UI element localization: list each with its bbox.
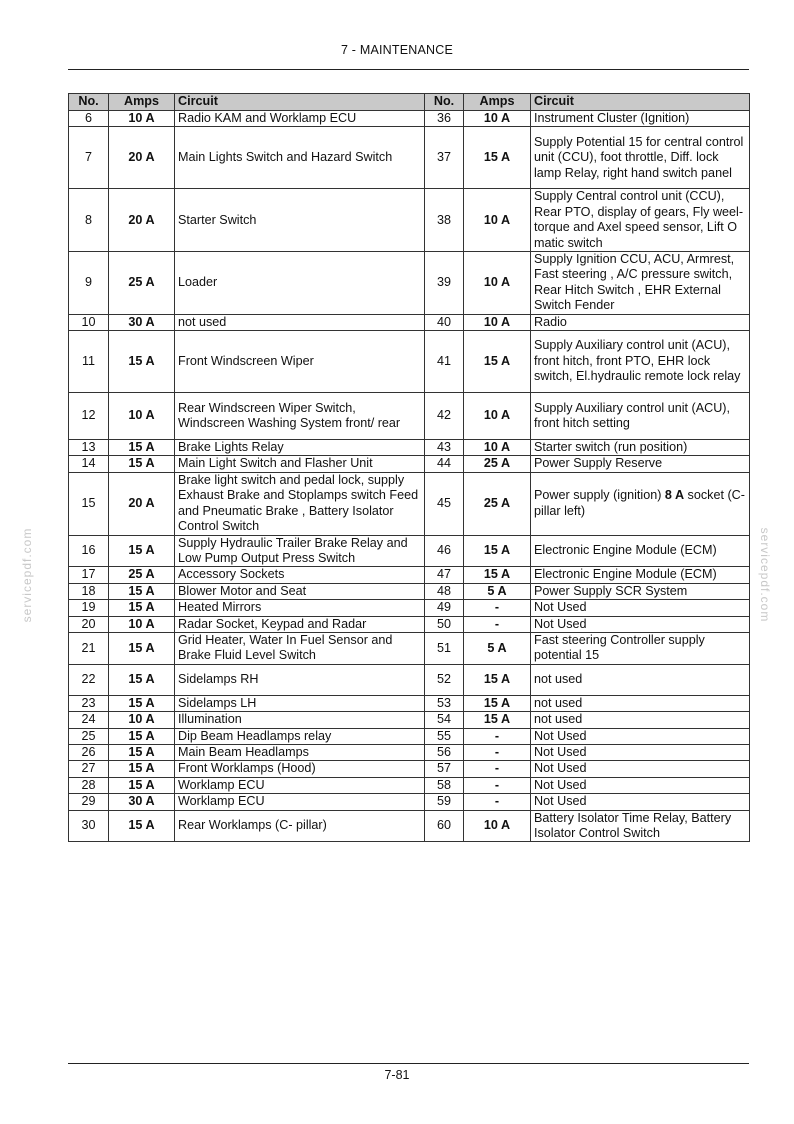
- table-row: [69, 664, 750, 695]
- fuse-amps-right: 15 A: [464, 535, 531, 567]
- fuse-number-right: 54: [425, 712, 464, 728]
- fuse-number-left: 19: [69, 600, 109, 616]
- fuse-number-left: 29: [69, 794, 109, 810]
- fuse-circuit-left: not used: [175, 314, 425, 330]
- fuse-circuit-right: not used: [531, 712, 750, 728]
- fuse-amps-left: 15 A: [109, 535, 175, 567]
- watermark-left: servicepdf.com: [20, 527, 34, 623]
- fuse-circuit-left: Starter Switch: [175, 189, 425, 252]
- fuse-number-left: 10: [69, 314, 109, 330]
- fuse-amps-right: 25 A: [464, 456, 531, 472]
- fuse-table: [68, 93, 750, 842]
- fuse-circuit-left: Brake Lights Relay: [175, 440, 425, 456]
- fuse-amps-left: 15 A: [109, 632, 175, 664]
- fuse-number-left: 25: [69, 728, 109, 744]
- fuse-number-right: 48: [425, 583, 464, 599]
- fuse-amps-right: 10 A: [464, 440, 531, 456]
- fuse-amps-left: 15 A: [109, 456, 175, 472]
- fuse-amps-left: 15 A: [109, 728, 175, 744]
- fuse-circuit-left: Grid Heater, Water In Fuel Sensor and Brake Fluid Level Switch: [175, 632, 425, 664]
- table-row: [69, 393, 750, 440]
- table-row: [69, 189, 750, 252]
- footer-divider: [68, 1063, 749, 1064]
- circuit-text-bold: 8 A: [664, 488, 685, 503]
- fuse-number-right: 37: [425, 127, 464, 189]
- fuse-circuit-left: Sidelamps LH: [175, 695, 425, 711]
- table-row: [69, 616, 750, 632]
- fuse-amps-left: 10 A: [109, 111, 175, 127]
- fuse-number-left: 16: [69, 535, 109, 567]
- fuse-circuit-right: Supply Central control unit (CCU), Rear PTO, display of gears, Fly weel-torque and Axel speed sensor, Lift O matic switch: [531, 189, 750, 252]
- fuse-amps-left: 15 A: [109, 744, 175, 760]
- fuse-circuit-right: Not Used: [531, 794, 750, 810]
- fuse-amps-left: 30 A: [109, 794, 175, 810]
- fuse-amps-left: 20 A: [109, 472, 175, 535]
- table-row: [69, 744, 750, 760]
- fuse-amps-right: 15 A: [464, 695, 531, 711]
- fuse-number-right: 44: [425, 456, 464, 472]
- fuse-circuit-right: Not Used: [531, 616, 750, 632]
- fuse-number-right: 40: [425, 314, 464, 330]
- fuse-amps-right: 10 A: [464, 314, 531, 330]
- table-row: [69, 777, 750, 793]
- fuse-amps-left: 15 A: [109, 331, 175, 393]
- fuse-amps-right: -: [464, 761, 531, 777]
- table-row: [69, 632, 750, 664]
- fuse-number-right: 41: [425, 331, 464, 393]
- fuse-number-right: 50: [425, 616, 464, 632]
- fuse-circuit-left: Radio KAM and Worklamp ECU: [175, 111, 425, 127]
- fuse-amps-left: 15 A: [109, 810, 175, 842]
- fuse-circuit-left: Heated Mirrors: [175, 600, 425, 616]
- fuse-amps-right: -: [464, 744, 531, 760]
- fuse-circuit-right: Supply Auxiliary control unit (ACU), front hitch, front PTO, EHR lock switch, El.hydraulic remote lock relay: [531, 331, 750, 393]
- fuse-circuit-right: Supply Auxiliary control unit (ACU), front hitch setting: [531, 393, 750, 440]
- fuse-number-right: 36: [425, 111, 464, 127]
- watermark-right: servicepdf.com: [758, 527, 772, 623]
- fuse-number-left: 26: [69, 744, 109, 760]
- fuse-number-right: 49: [425, 600, 464, 616]
- fuse-circuit-left: Blower Motor and Seat: [175, 583, 425, 599]
- header-circuit-right: Circuit: [531, 94, 750, 111]
- fuse-amps-right: -: [464, 600, 531, 616]
- fuse-number-left: 22: [69, 664, 109, 695]
- table-row: [69, 127, 750, 189]
- fuse-circuit-right: not used: [531, 695, 750, 711]
- fuse-amps-left: 10 A: [109, 616, 175, 632]
- fuse-amps-right: 10 A: [464, 189, 531, 252]
- fuse-number-left: 18: [69, 583, 109, 599]
- circuit-text: socket (C- pillar left): [534, 488, 745, 518]
- table-row: [69, 535, 750, 567]
- fuse-amps-left: 10 A: [109, 393, 175, 440]
- fuse-number-left: 21: [69, 632, 109, 664]
- fuse-number-left: 9: [69, 252, 109, 315]
- fuse-amps-right: 15 A: [464, 331, 531, 393]
- fuse-number-right: 52: [425, 664, 464, 695]
- fuse-amps-right: 15 A: [464, 664, 531, 695]
- fuse-number-left: 6: [69, 111, 109, 127]
- fuse-number-left: 14: [69, 456, 109, 472]
- fuse-number-left: 23: [69, 695, 109, 711]
- fuse-amps-right: -: [464, 794, 531, 810]
- fuse-circuit-left: Main Light Switch and Flasher Unit: [175, 456, 425, 472]
- fuse-amps-left: 20 A: [109, 189, 175, 252]
- fuse-circuit-right: Power Supply SCR System: [531, 583, 750, 599]
- fuse-number-left: 28: [69, 777, 109, 793]
- header-amps-right: Amps: [464, 94, 531, 111]
- fuse-circuit-left: Radar Socket, Keypad and Radar: [175, 616, 425, 632]
- table-row: [69, 695, 750, 711]
- fuse-circuit-right: not used: [531, 664, 750, 695]
- fuse-number-right: 59: [425, 794, 464, 810]
- fuse-circuit-right: Electronic Engine Module (ECM): [531, 535, 750, 567]
- fuse-circuit-left: Main Lights Switch and Hazard Switch: [175, 127, 425, 189]
- table-row: [69, 761, 750, 777]
- fuse-amps-left: 15 A: [109, 440, 175, 456]
- fuse-circuit-right: Starter switch (run position): [531, 440, 750, 456]
- fuse-number-right: 43: [425, 440, 464, 456]
- table-row: [69, 472, 750, 535]
- fuse-number-left: 11: [69, 331, 109, 393]
- fuse-number-left: 12: [69, 393, 109, 440]
- fuse-number-left: 13: [69, 440, 109, 456]
- fuse-number-right: 45: [425, 472, 464, 535]
- table-row: [69, 712, 750, 728]
- fuse-amps-left: 25 A: [109, 252, 175, 315]
- fuse-circuit-right: Not Used: [531, 600, 750, 616]
- fuse-circuit-left: Dip Beam Headlamps relay: [175, 728, 425, 744]
- fuse-circuit-right: Not Used: [531, 761, 750, 777]
- fuse-number-left: 17: [69, 567, 109, 583]
- fuse-amps-left: 15 A: [109, 664, 175, 695]
- fuse-amps-left: 30 A: [109, 314, 175, 330]
- table-row: [69, 440, 750, 456]
- table-row: [69, 456, 750, 472]
- fuse-number-right: 47: [425, 567, 464, 583]
- fuse-amps-right: 25 A: [464, 472, 531, 535]
- page-number: 7-81: [384, 1068, 410, 1082]
- fuse-amps-left: 20 A: [109, 127, 175, 189]
- circuit-text: Power supply (ignition): [534, 488, 665, 503]
- fuse-amps-left: 15 A: [109, 777, 175, 793]
- fuse-circuit-left: Worklamp ECU: [175, 777, 425, 793]
- fuse-number-right: 57: [425, 761, 464, 777]
- fuse-number-left: 15: [69, 472, 109, 535]
- table-row: [69, 600, 750, 616]
- fuse-amps-left: 25 A: [109, 567, 175, 583]
- fuse-number-left: 7: [69, 127, 109, 189]
- fuse-amps-right: 5 A: [464, 583, 531, 599]
- fuse-circuit-left: Illumination: [175, 712, 425, 728]
- fuse-amps-left: 15 A: [109, 761, 175, 777]
- header-no-right: No.: [425, 94, 464, 111]
- fuse-circuit-left: Front Windscreen Wiper: [175, 331, 425, 393]
- fuse-amps-right: 5 A: [464, 632, 531, 664]
- fuse-number-left: 27: [69, 761, 109, 777]
- fuse-circuit-right: Not Used: [531, 744, 750, 760]
- fuse-circuit-right: [531, 472, 750, 535]
- fuse-circuit-left: Main Beam Headlamps: [175, 744, 425, 760]
- header-no-left: No.: [69, 94, 109, 111]
- header-circuit-left: Circuit: [175, 94, 425, 111]
- fuse-circuit-right: Not Used: [531, 728, 750, 744]
- fuse-number-right: 58: [425, 777, 464, 793]
- fuse-number-left: 24: [69, 712, 109, 728]
- fuse-circuit-right: Battery Isolator Time Relay, Battery Isolator Control Switch: [531, 810, 750, 842]
- fuse-circuit-right: Radio: [531, 314, 750, 330]
- fuse-number-right: 46: [425, 535, 464, 567]
- fuse-circuit-left: Sidelamps RH: [175, 664, 425, 695]
- fuse-number-right: 53: [425, 695, 464, 711]
- table-row: [69, 728, 750, 744]
- table-row: [69, 567, 750, 583]
- table-row: [69, 252, 750, 315]
- table-row: [69, 583, 750, 599]
- fuse-amps-right: 10 A: [464, 810, 531, 842]
- fuse-amps-left: 15 A: [109, 695, 175, 711]
- fuse-circuit-right: Supply Potential 15 for central control unit (CCU), foot throttle, Diff. lock lamp Relay, right hand switch panel: [531, 127, 750, 189]
- fuse-circuit-left: Loader: [175, 252, 425, 315]
- fuse-amps-right: 10 A: [464, 111, 531, 127]
- page-header-title: 7 - MAINTENANCE: [340, 43, 454, 57]
- fuse-number-right: 42: [425, 393, 464, 440]
- fuse-circuit-left: Accessory Sockets: [175, 567, 425, 583]
- fuse-amps-right: 15 A: [464, 712, 531, 728]
- fuse-amps-left: 10 A: [109, 712, 175, 728]
- table-row: [69, 111, 750, 127]
- fuse-circuit-right: Electronic Engine Module (ECM): [531, 567, 750, 583]
- fuse-circuit-left: Brake light switch and pedal lock, supply Exhaust Brake and Stoplamps switch Feed and Pneumatic Brake , Battery Isolator Control Switch: [175, 472, 425, 535]
- fuse-table-body: [69, 111, 750, 842]
- fuse-circuit-right: Supply Ignition CCU, ACU, Armrest, Fast steering , A/C pressure switch, Rear Hitch Switch , EHR External Switch Fender: [531, 252, 750, 315]
- fuse-number-left: 20: [69, 616, 109, 632]
- fuse-circuit-right: Fast steering Controller supply potential 15: [531, 632, 750, 664]
- fuse-circuit-left: Worklamp ECU: [175, 794, 425, 810]
- fuse-number-right: 56: [425, 744, 464, 760]
- fuse-circuit-left: Rear Worklamps (C- pillar): [175, 810, 425, 842]
- fuse-circuit-left: Front Worklamps (Hood): [175, 761, 425, 777]
- fuse-amps-right: 10 A: [464, 252, 531, 315]
- fuse-amps-right: 15 A: [464, 127, 531, 189]
- fuse-amps-right: -: [464, 777, 531, 793]
- fuse-circuit-right: Not Used: [531, 777, 750, 793]
- fuse-amps-right: 15 A: [464, 567, 531, 583]
- fuse-number-left: 30: [69, 810, 109, 842]
- table-row: [69, 331, 750, 393]
- header-amps-left: Amps: [109, 94, 175, 111]
- fuse-number-right: 55: [425, 728, 464, 744]
- table-header-row: [69, 94, 750, 111]
- table-row: [69, 794, 750, 810]
- fuse-amps-right: -: [464, 616, 531, 632]
- fuse-number-right: 51: [425, 632, 464, 664]
- fuse-number-right: 39: [425, 252, 464, 315]
- fuse-amps-right: 10 A: [464, 393, 531, 440]
- fuse-number-left: 8: [69, 189, 109, 252]
- fuse-number-right: 38: [425, 189, 464, 252]
- fuse-amps-left: 15 A: [109, 583, 175, 599]
- fuse-circuit-left: Supply Hydraulic Trailer Brake Relay and Low Pump Output Press Switch: [175, 535, 425, 567]
- header-divider: [68, 69, 749, 70]
- table-row: [69, 314, 750, 330]
- fuse-number-right: 60: [425, 810, 464, 842]
- fuse-circuit-left: Rear Windscreen Wiper Switch, Windscreen Washing System front/ rear: [175, 393, 425, 440]
- table-row: [69, 810, 750, 842]
- fuse-amps-left: 15 A: [109, 600, 175, 616]
- fuse-circuit-right: Power Supply Reserve: [531, 456, 750, 472]
- fuse-circuit-right: Instrument Cluster (Ignition): [531, 111, 750, 127]
- fuse-amps-right: -: [464, 728, 531, 744]
